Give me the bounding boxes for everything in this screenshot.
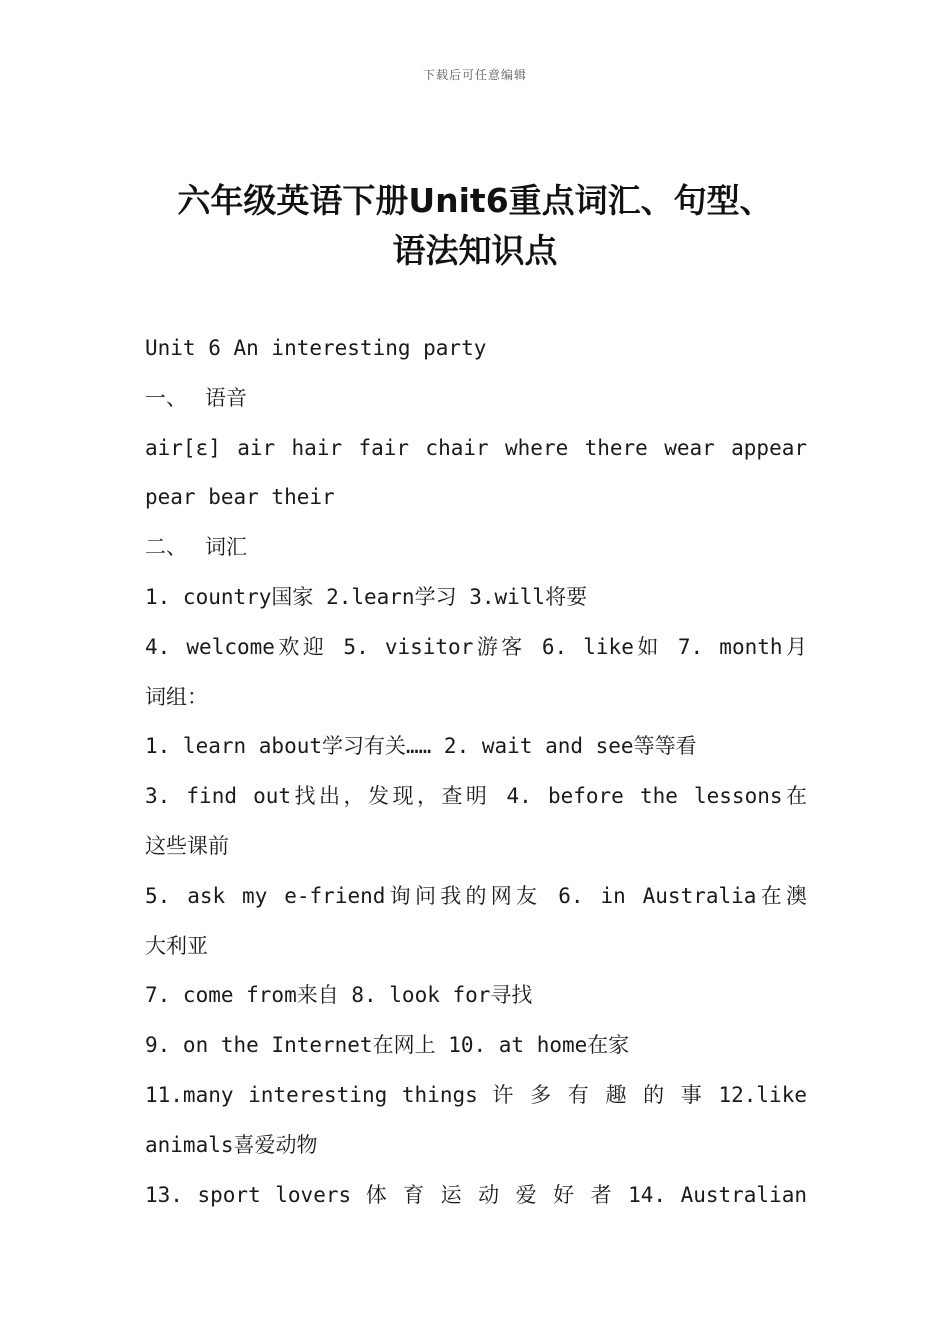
unit-heading: Unit 6 An interesting party	[145, 336, 487, 360]
phrase-line: 1. learn about学习有关…… 2. wait and see等等看	[145, 734, 697, 759]
phrase-line: animals喜爱动物	[145, 1132, 318, 1157]
section-label: 语音	[205, 385, 247, 410]
phonics-line: pear bear their	[145, 485, 335, 510]
document-body	[145, 324, 807, 1220]
section-number: 一、	[145, 385, 187, 410]
phrase-line: 5. ask my e-friend询问我的网友 6. in Australia在澳	[145, 883, 807, 908]
section-heading-vocabulary	[145, 523, 807, 573]
title-line-2: 语法知识点	[392, 231, 558, 270]
vocab-line: 4. welcome欢迎 5. visitor游客 6. like如 7. month月	[145, 634, 807, 659]
phrase-line: 13. sport lovers 体 育 运 动 爱 好 者 14. Australian	[145, 1182, 807, 1207]
phrase-line: 3. find out找出，发现，查明 4. before the lessons在	[145, 784, 807, 809]
document-title	[110, 176, 840, 276]
vocab-line: 1. country国家 2.learn学习 3.will将要	[145, 584, 588, 609]
phrase-line: 这些课前	[145, 833, 229, 858]
phrases-heading: 词组：	[145, 684, 208, 709]
section-heading-phonics	[145, 374, 807, 424]
section-label: 词汇	[205, 535, 247, 560]
phrase-line: 7. come from来自 8. look for寻找	[145, 983, 533, 1008]
phrase-line: 大利亚	[145, 933, 208, 958]
page-header-note: 下载后可任意编辑	[422, 68, 527, 82]
title-line-1: 六年级英语下册Unit6重点词汇、句型、	[177, 181, 773, 220]
phonics-line: air[ɛ] air hair fair chair where there wear appear	[145, 435, 807, 460]
phrase-line: 11.many interesting things 许 多 有 趣 的 事 12.like	[145, 1082, 807, 1107]
phrase-line: 9. on the Internet在网上 10. at home在家	[145, 1033, 630, 1058]
section-number: 二、	[145, 535, 187, 560]
